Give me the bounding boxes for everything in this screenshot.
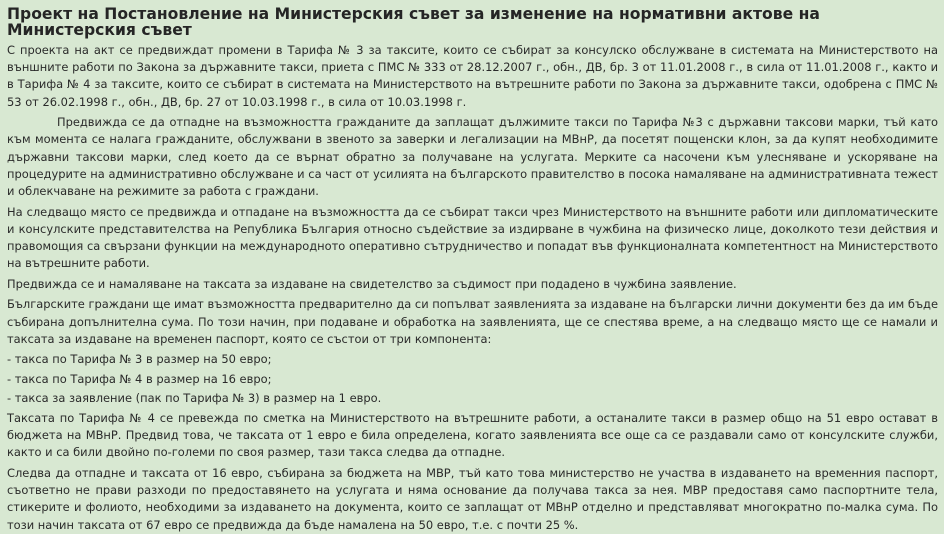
paragraph-applications: Българските граждани ще имат възможността предварително да си попълват заявленията за издаване на български лични документи без да им бъде събирана допълнителна сума. По този начин, при подаване и обработка на заявленията, ще се спестява време, а на следващо място ще се намали и таксата за издаване на временен паспорт, която се състои от три компонента: (7, 297, 938, 346)
paragraph-criminal-record: Предвижда се и намаляване на таксата за издаване на свидетелство за съдимост при подадено в чужбина заявление. (7, 276, 737, 291)
paragraph-intro: С проекта на акт се предвиждат промени в Тарифа № 3 за таксите, които се събират за консулско обслужване в системата на Министерството на външните работи по Закона за държавните такси, приета с ПМС № 333 от 28.12.2007 г., обн., ДВ, бр. 3 от 11.01.2008 г., в сила от 11.01.2008 г., както и в Тарифа № 4 за таксите, които се събират в системата на Министерството на вътрешните работи по Закона за държавните такси, одобрена с ПМС № 53 от 26.02.1998 г., обн., ДВ, бр. 27 от 10.03.1998 г., в сила от 10.03.1998 г. (7, 43, 938, 109)
paragraph-tariff-4: Таксата по Тарифа № 4 се превежда по сметка на Министерството на вътрешните работи, а останалите такси в размер общо на 51 евро остават в бюджета на МВнР. Предвид това, че таксата от 1 евро е била определена, когато заявленията все още са се раздавали само от консулските служби, както и са били двойно по-големи по своя размер, тази такса следва да отпадне. (7, 410, 938, 460)
list-item: - такса за заявление (пак по Тарифа № 3) в размер на 1 евро. (7, 391, 382, 406)
paragraph-fee-reduction: Следва да отпадне и таксата от 16 евро, събирана за бюджета на МВР, тъй като това министерство не участва в издаването на временния паспорт, съответно не прави разходи по предоставянето на услугата и няма основание да получава такса за нея. МВР предоставя само паспортните тела, стикерите и фолиото, необходими за издаването на документа, които се заплащат от МВнР отделно и представляват многократно по-малка сума. По този начин таксата от 67 евро се предвижда да бъде намалена на 50 евро, т.е. с почти 25 %. (7, 465, 938, 532)
paragraph-search-fees: На следващо място се предвижда и отпадане на възможността да се събират такси чрез Министерството на външните работи или дипломатическите и консулските представителства на Република България относно съдействие за издирване в чужбина на физическо лице, доколкото тези действия и правомощия са свързани функции на международното оперативно сътрудничество и попадат във функционалната компетентност на Министерството на вътрешните работи. (7, 204, 938, 271)
paragraph-tax-stamps: Предвижда се да отпадне на възможността гражданите да заплащат дължимите такси по Тарифа №3 с държавни таксови марки, тъй като към момента се налага гражданите, обслужвани в звеното за заверки и легализации на МВнР, да посетят пощенски клон, за да купят необходимите държавни таксови марки, след което да се върнат обратно за получаване на услугата. Мерките са насочени към улесняване и ускоряване на процедурите на административно обслужване и са част от усилията на българското правителство в посока намаляване на административната тежест и облекчаване на режимите за работа с граждани. (7, 115, 938, 199)
document-body (7, 42, 938, 534)
document-title: Проект на Постановление на Министерския съвет за изменение на нормативни актове на Министерския съвет (7, 5, 820, 39)
list-item: - такса по Тарифа № 4 в размер на 16 евро; (7, 371, 272, 386)
list-item: - такса по Тарифа № 3 в размер на 50 евро; (7, 352, 272, 367)
